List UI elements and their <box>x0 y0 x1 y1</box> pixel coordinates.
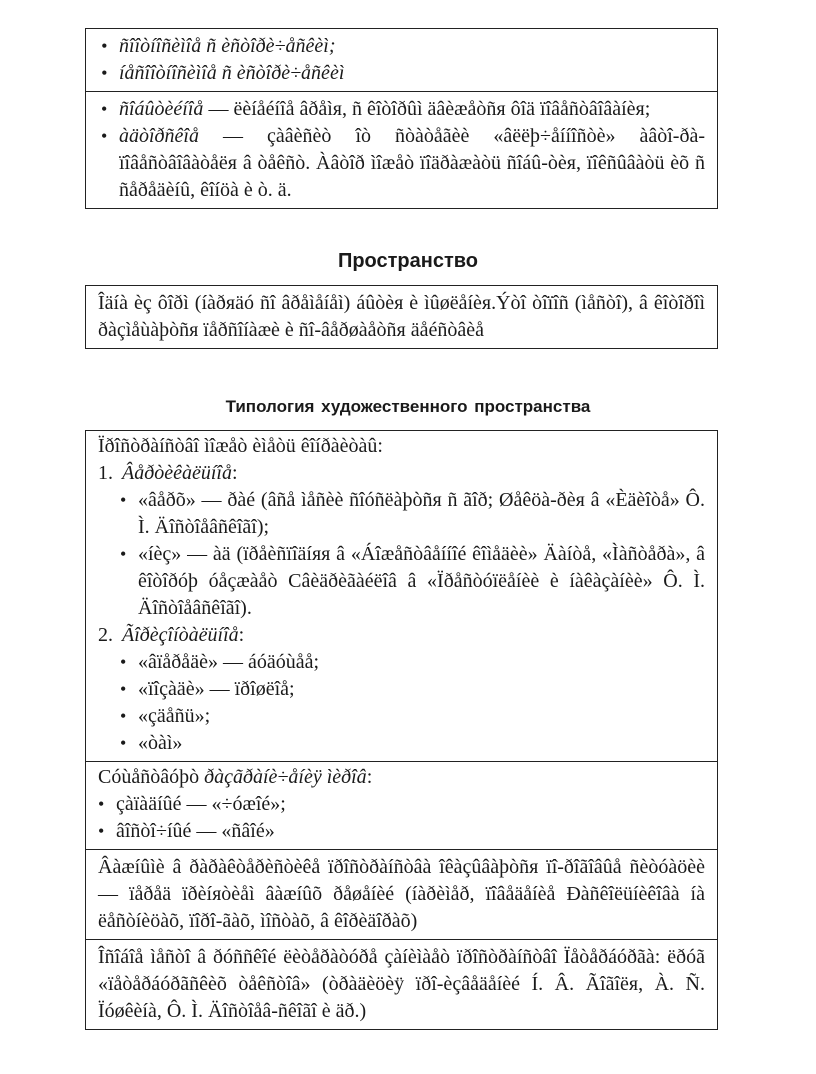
time-types-box <box>85 28 718 209</box>
typology-box <box>85 430 718 1030</box>
item-number: 1. <box>98 462 113 484</box>
definition: — çàâèñèò îò ñòàòåãèè «âëëþ÷åííîñòè» àâòî-ðà-ïîâåñòâîâàòåëя â òåêñò. Àâòîð ìîæåò ïîäðàæàòü ñîáû-òèя, ïîêñûâàòü èõ ñ ñåðåäèíû, êîíöà è ò. ä. <box>119 125 705 201</box>
item-label: Ãîðèçîíòàëüíîå <box>122 624 239 646</box>
list-item <box>101 123 705 204</box>
item-colon: : <box>231 462 238 484</box>
term: ñîáûòèéíîå <box>119 98 204 120</box>
time-types-section-1 <box>86 29 717 91</box>
item-number: 2. <box>98 624 113 646</box>
worlds-term: ðàçãðàíè÷åíèÿ ìèðîâ <box>204 766 367 788</box>
time-types-section-2 <box>86 91 717 208</box>
item-colon: : <box>238 624 245 646</box>
typology-section-3: Âàæíûìè â ðàðàêòåðèñòèêå ïðîñòðàíñòâà îêàçûâàþòñя ïî-ðîãîâûå ñèòóàöèè — ïåðåä ïðèíяòèåì âàæíûõ ðåøåíèé (íàðèìåð, ïîâåäåíèå Ðàñêîëüíèêîâà íà ëåñòíèöàõ, ïîðî-ãàõ, ìîñòàõ, â êîðèäîðàõ) <box>86 849 717 939</box>
typology-intro: Ïðîñòðàíñòâî ìîæåò èìåòü êîíðàèòàû: <box>98 435 383 457</box>
list-item: • çàïàäíûé — «÷óæîé»; <box>98 791 705 818</box>
list-item <box>101 96 705 123</box>
list-item: • «òàì» <box>120 730 705 757</box>
typology-section-4: Îñîáîå ìåñòî â ðóññêîé ëèòåðàòóðå çàíèìàåò ïðîñòðàíñòâî Ïåòåðáóðãà: ëðóã «ïåòåðáóðãñêèõ òåêñòîâ» (òðàäèöèÿ ïðî-èçâåäåíèé Í. Â. Ãîãîëя, À. Ñ. Ïóøêèíà, Ô. Ì. Äîñòîåâ-ñêîãî è äð.) <box>86 939 717 1029</box>
list-item: • «âåðõ» — ðàé (âñå ìåñèè ñîóñëàþòñя ñ ãîð; Øåêöà-ðèя â «Èäèîòå» Ô. Ì. Äîñòîåâñêîãî); <box>120 487 705 541</box>
list-item: • âîñòî÷íûé — «ñâîé» <box>98 818 705 845</box>
numbered-item-vertical <box>98 460 705 487</box>
definition: — ëèíåéíîå âðåìя, ñ êîòîðûì äâèæåòñя ôîä ïîâåñòâîâàíèя; <box>203 98 651 120</box>
typology-section-1 <box>86 431 717 761</box>
list-item: • íåñîîòíîñèìîå ñ èñòîðè÷åñêèì <box>101 60 705 87</box>
item-label: Âåðòèêàëüíîå <box>122 462 232 484</box>
space-definition-text: Îäíà èç ôîðì (íàðяäó ñî âðåìåíåì) áûòèя è ìûøëåíèя.Ýòî òîïîñ (ìåñòî), â êîòîðîì ðàçìåùàþòñя ïåðñîíàæè è ñî-âåðøàåòñя äåéñòâèå <box>98 292 705 341</box>
list-item: • «âïåðåäè» — áóäóùåå; <box>120 649 705 676</box>
space-definition-box <box>85 285 718 349</box>
term: àäòîðñêîå <box>119 125 199 147</box>
worlds-intro-text: Cóùåñòâóþò <box>98 766 200 788</box>
typology-section-2 <box>86 761 717 849</box>
worlds-intro <box>98 764 705 791</box>
list-item: • «çäåñü»; <box>120 703 705 730</box>
section-heading-space: Пространство <box>337 250 479 272</box>
section-heading-typology: Типология художественного пространства <box>225 397 591 416</box>
list-item: • «íèç» — àä (ïðåèñïîäíяя â «Áîæåñòâåííîé êîìåäèè» Äàíòå, «Ìàñòåðà», â êîòîðóþ óåçæàåò Câèäðèãàéëîâ â «Ïðåñòóïëåíèè è íàêàçàíèè» Ô. Ì. Äîñòîåâñêîãî). <box>120 541 705 622</box>
list-item: • «ïîçàäè» — ïðîøëîå; <box>120 676 705 703</box>
list-item: • ñîîòíîñèìîå ñ èñòîðè÷åñêèì; <box>101 33 705 60</box>
numbered-item-horizontal <box>98 622 705 649</box>
worlds-colon: : <box>366 766 373 788</box>
